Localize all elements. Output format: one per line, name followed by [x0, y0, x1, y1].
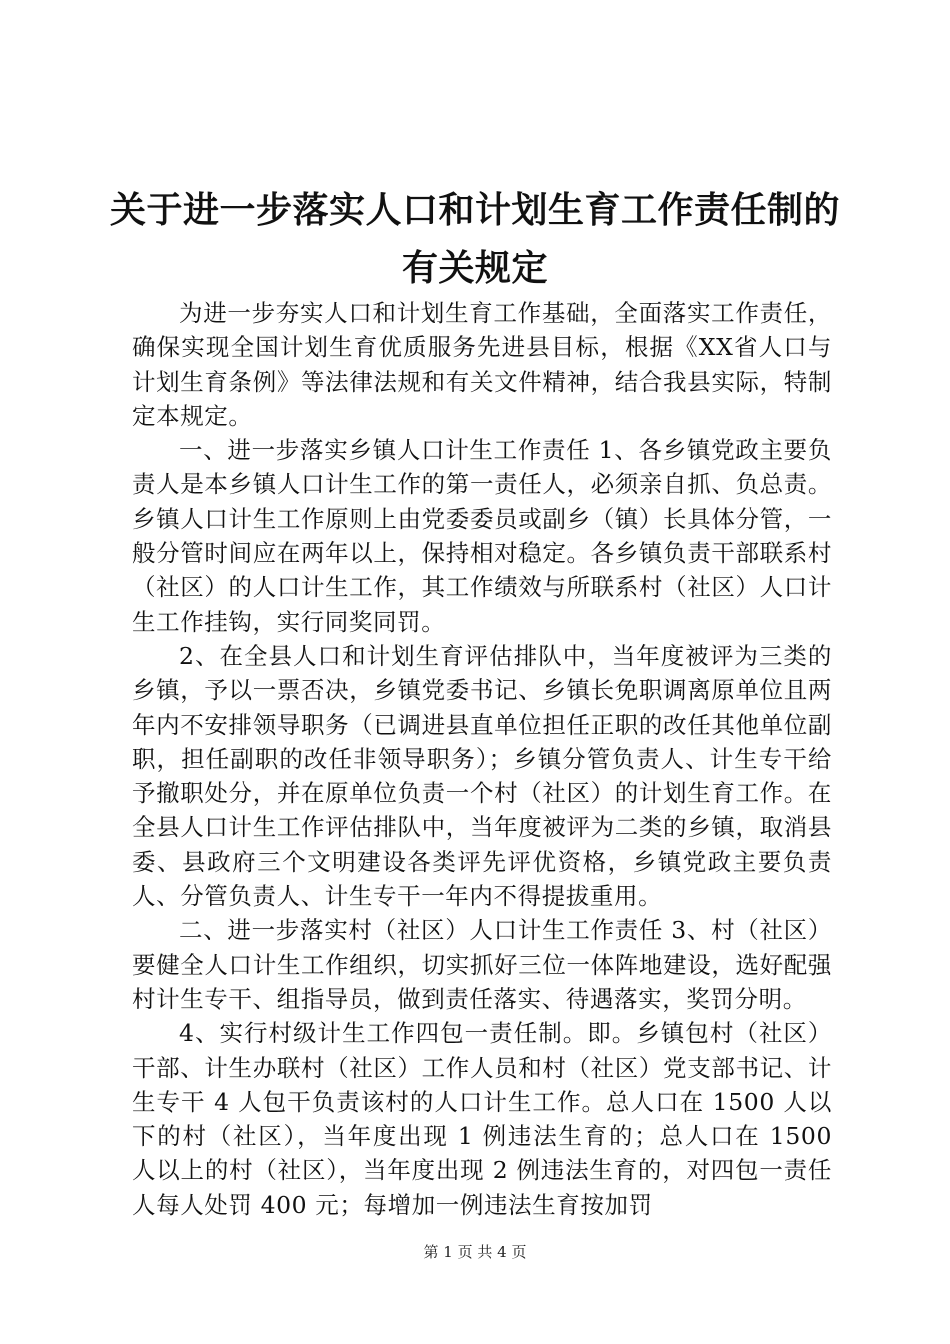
- paragraph-intro: 为进一步夯实人口和计划生育工作基础，全面落实工作责任，确保实现全国计划生育优质服务先进县目标，根据《XX省人口与计划生育条例》等法律法规和有关文件精神，结合我县实际，特制定本规定。: [132, 299, 832, 430]
- document-body: [132, 296, 832, 1222]
- paragraph-item-4: 4、实行村级计生工作四包一责任制。即。乡镇包村（社区）干部、计生办联村（社区）工作人员和村（社区）党支部书记、计生专干 4 人包干负责该村的人口计生工作。总人口在 1500 人以下的村（社区），当年度出现 1 例违法生育的；总人口在 1500 人以上的村（社区），当年度出现 2 例违法生育的，对四包一责任人每人处罚 400 元；每增加一例违法生育按加罚: [132, 1019, 832, 1219]
- document-title-line-2: 有关规定: [401, 248, 548, 289]
- document-title-line-1: 关于进一步落实人口和计划生育工作责任制的: [109, 190, 840, 231]
- paragraph-section-2: 二、进一步落实村（社区）人口计生工作责任 3、村（社区）要健全人口计生工作组织，切实抓好三位一体阵地建设，选好配强村计生专干、组指导员，做到责任落实、待遇落实，奖罚分明。: [132, 916, 832, 1013]
- paragraph-section-1: 一、进一步落实乡镇人口计生工作责任 1、各乡镇党政主要负责人是本乡镇人口计生工作的第一责任人，必须亲自抓、负总责。乡镇人口计生工作原则上由党委委员或副乡（镇）长具体分管，一般分管时间应在两年以上，保持相对稳定。各乡镇负责干部联系村（社区）的人口计生工作，其工作绩效与所联系村（社区）人口计生工作挂钩，实行同奖同罚。: [132, 436, 832, 636]
- paragraph-item-2: 2、在全县人口和计划生育评估排队中，当年度被评为三类的乡镇，予以一票否决，乡镇党委书记、乡镇长免职调离原单位且两年内不安排领导职务（已调进县直单位担任正职的改任其他单位副职，担任副职的改任非领导职务）；乡镇分管负责人、计生专干给予撤职处分，并在原单位负责一个村（社区）的计划生育工作。在全县人口计生工作评估排队中，当年度被评为二类的乡镇，取消县委、县政府三个文明建设各类评先评优资格，乡镇党政主要负责人、分管负责人、计生专干一年内不得提拔重用。: [132, 641, 832, 911]
- page-footer: 第 1 页 共 4 页: [423, 1243, 527, 1261]
